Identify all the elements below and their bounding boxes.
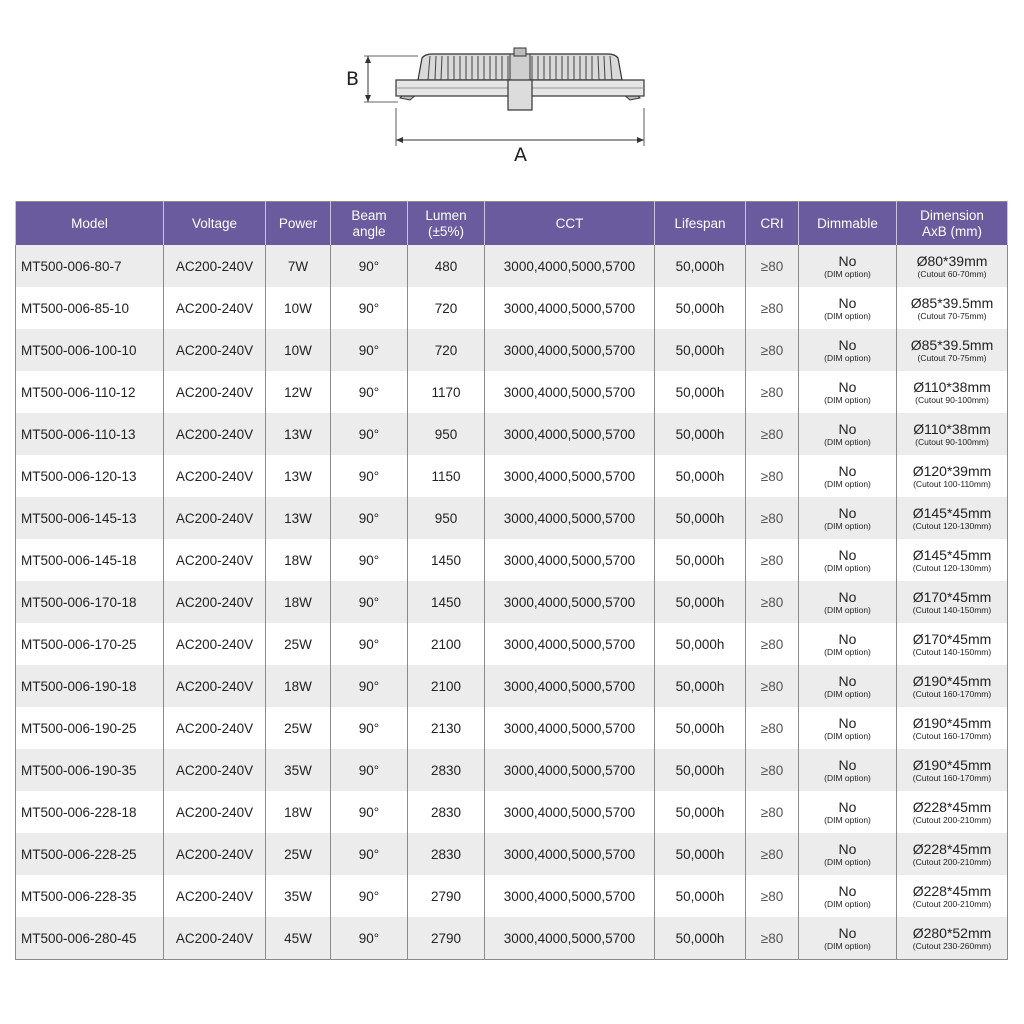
dimmable-cell bbox=[799, 539, 897, 581]
model-cell: MT500-006-110-13 bbox=[16, 413, 164, 455]
dim-option-note: (DIM option) bbox=[824, 562, 871, 573]
dimmable-value: No bbox=[838, 462, 857, 479]
cri-cell: ≥80 bbox=[746, 917, 799, 960]
cutout-note: (Cutout 200-210mm) bbox=[912, 814, 992, 825]
cri-cell: ≥80 bbox=[746, 875, 799, 917]
power-cell: 25W bbox=[266, 833, 331, 875]
beam-angle-cell: 90° bbox=[331, 875, 408, 917]
cct-cell: 3000,4000,5000,5700 bbox=[485, 455, 655, 497]
beam-angle-cell: 90° bbox=[331, 497, 408, 539]
table-row bbox=[16, 371, 1008, 413]
model-cell: MT500-006-190-18 bbox=[16, 665, 164, 707]
dimension-value: Ø170*45mm bbox=[912, 630, 992, 647]
cri-cell: ≥80 bbox=[746, 581, 799, 623]
lumen-cell: 720 bbox=[408, 329, 485, 371]
lifespan-cell: 50,000h bbox=[655, 665, 746, 707]
cri-cell: ≥80 bbox=[746, 455, 799, 497]
voltage-cell: AC200-240V bbox=[164, 497, 266, 539]
dimension-cell bbox=[897, 833, 1008, 875]
cct-cell: 3000,4000,5000,5700 bbox=[485, 287, 655, 329]
cct-cell: 3000,4000,5000,5700 bbox=[485, 497, 655, 539]
cct-cell: 3000,4000,5000,5700 bbox=[485, 665, 655, 707]
voltage-cell: AC200-240V bbox=[164, 665, 266, 707]
beam-angle-cell: 90° bbox=[331, 707, 408, 749]
cct-cell: 3000,4000,5000,5700 bbox=[485, 581, 655, 623]
cct-cell: 3000,4000,5000,5700 bbox=[485, 371, 655, 413]
column-header-line1: Lifespan bbox=[674, 215, 726, 231]
lifespan-cell: 50,000h bbox=[655, 623, 746, 665]
column-header-line1: Dimension bbox=[920, 207, 984, 223]
lumen-cell: 950 bbox=[408, 413, 485, 455]
lifespan-cell: 50,000h bbox=[655, 875, 746, 917]
beam-angle-cell: 90° bbox=[331, 329, 408, 371]
power-cell: 18W bbox=[266, 665, 331, 707]
lifespan-cell: 50,000h bbox=[655, 581, 746, 623]
dimmable-value: No bbox=[838, 882, 857, 899]
power-cell: 13W bbox=[266, 455, 331, 497]
lumen-cell: 1450 bbox=[408, 539, 485, 581]
cct-cell: 3000,4000,5000,5700 bbox=[485, 329, 655, 371]
dim-option-note: (DIM option) bbox=[824, 352, 871, 363]
model-cell: MT500-006-190-25 bbox=[16, 707, 164, 749]
dimension-cell bbox=[897, 539, 1008, 581]
table-row bbox=[16, 329, 1008, 371]
dim-option-note: (DIM option) bbox=[824, 898, 871, 909]
beam-angle-cell: 90° bbox=[331, 371, 408, 413]
dim-option-note: (DIM option) bbox=[824, 436, 871, 447]
dimmable-cell bbox=[799, 791, 897, 833]
table-row bbox=[16, 245, 1008, 287]
voltage-cell: AC200-240V bbox=[164, 917, 266, 960]
lifespan-cell: 50,000h bbox=[655, 539, 746, 581]
dim-option-note: (DIM option) bbox=[824, 772, 871, 783]
dimmable-value: No bbox=[838, 672, 857, 689]
lifespan-cell: 50,000h bbox=[655, 707, 746, 749]
dimension-value: Ø110*38mm bbox=[913, 420, 991, 437]
column-header-line1: Voltage bbox=[191, 215, 238, 231]
downlight-side-view bbox=[330, 40, 670, 180]
dimmable-value: No bbox=[838, 294, 857, 311]
model-cell: MT500-006-110-12 bbox=[16, 371, 164, 413]
table-row bbox=[16, 791, 1008, 833]
cutout-note: (Cutout 70-75mm) bbox=[917, 352, 987, 363]
lumen-cell: 1450 bbox=[408, 581, 485, 623]
dimmable-value: No bbox=[838, 420, 857, 437]
cri-cell: ≥80 bbox=[746, 245, 799, 287]
dim-option-note: (DIM option) bbox=[824, 730, 871, 741]
dimension-cell bbox=[897, 623, 1008, 665]
cct-cell: 3000,4000,5000,5700 bbox=[485, 245, 655, 287]
lumen-cell: 2100 bbox=[408, 665, 485, 707]
cutout-note: (Cutout 70-75mm) bbox=[917, 310, 987, 321]
dimmable-cell bbox=[799, 917, 897, 960]
power-cell: 7W bbox=[266, 245, 331, 287]
power-cell: 18W bbox=[266, 539, 331, 581]
dim-option-note: (DIM option) bbox=[824, 394, 871, 405]
dimension-value: Ø120*39mm bbox=[912, 462, 992, 479]
voltage-cell: AC200-240V bbox=[164, 371, 266, 413]
beam-angle-cell: 90° bbox=[331, 665, 408, 707]
column-header-line1: Model bbox=[71, 215, 108, 231]
lumen-cell: 480 bbox=[408, 245, 485, 287]
column-header-line1: Lumen bbox=[425, 207, 467, 223]
cri-cell: ≥80 bbox=[746, 749, 799, 791]
table-header-row bbox=[16, 202, 1008, 246]
column-header bbox=[485, 202, 655, 246]
dim-option-note: (DIM option) bbox=[824, 604, 871, 615]
power-cell: 25W bbox=[266, 707, 331, 749]
table-row bbox=[16, 497, 1008, 539]
dimmable-value: No bbox=[838, 336, 857, 353]
cutout-note: (Cutout 140-150mm) bbox=[912, 604, 992, 615]
cri-cell: ≥80 bbox=[746, 371, 799, 413]
dimension-value: Ø80*39mm bbox=[916, 252, 988, 269]
cutout-note: (Cutout 160-170mm) bbox=[912, 688, 992, 699]
dimmable-cell bbox=[799, 413, 897, 455]
cutout-note: (Cutout 200-210mm) bbox=[912, 856, 992, 867]
dimension-cell bbox=[897, 917, 1008, 960]
dimmable-cell bbox=[799, 665, 897, 707]
column-header bbox=[897, 202, 1008, 246]
dimmable-value: No bbox=[838, 546, 857, 563]
specification-table bbox=[15, 201, 1008, 960]
dimmable-value: No bbox=[838, 504, 857, 521]
dim-option-note: (DIM option) bbox=[824, 646, 871, 657]
power-cell: 45W bbox=[266, 917, 331, 960]
voltage-cell: AC200-240V bbox=[164, 455, 266, 497]
cct-cell: 3000,4000,5000,5700 bbox=[485, 791, 655, 833]
table-row bbox=[16, 539, 1008, 581]
dim-option-note: (DIM option) bbox=[824, 688, 871, 699]
dim-option-note: (DIM option) bbox=[824, 520, 871, 531]
dimension-cell bbox=[897, 749, 1008, 791]
dimmable-cell bbox=[799, 749, 897, 791]
power-cell: 18W bbox=[266, 581, 331, 623]
column-header-line1: Power bbox=[278, 215, 318, 231]
voltage-cell: AC200-240V bbox=[164, 539, 266, 581]
cct-cell: 3000,4000,5000,5700 bbox=[485, 413, 655, 455]
column-header bbox=[266, 202, 331, 246]
dimmable-cell bbox=[799, 497, 897, 539]
dimmable-value: No bbox=[838, 756, 857, 773]
dimension-cell bbox=[897, 329, 1008, 371]
dimmable-cell bbox=[799, 623, 897, 665]
dimension-value: Ø280*52mm bbox=[912, 924, 992, 941]
voltage-cell: AC200-240V bbox=[164, 287, 266, 329]
column-header bbox=[16, 202, 164, 246]
beam-angle-cell: 90° bbox=[331, 455, 408, 497]
model-cell: MT500-006-228-25 bbox=[16, 833, 164, 875]
dimension-value: Ø190*45mm bbox=[912, 714, 992, 731]
beam-angle-cell: 90° bbox=[331, 791, 408, 833]
lumen-cell: 2100 bbox=[408, 623, 485, 665]
product-dimension-drawing bbox=[330, 40, 670, 180]
cri-cell: ≥80 bbox=[746, 707, 799, 749]
dimension-value: Ø190*45mm bbox=[912, 672, 992, 689]
dimmable-value: No bbox=[838, 714, 857, 731]
lumen-cell: 720 bbox=[408, 287, 485, 329]
model-cell: MT500-006-80-7 bbox=[16, 245, 164, 287]
dimmable-cell bbox=[799, 329, 897, 371]
dimmable-value: No bbox=[838, 798, 857, 815]
dimmable-cell bbox=[799, 245, 897, 287]
dimension-cell bbox=[897, 497, 1008, 539]
lumen-cell: 2830 bbox=[408, 833, 485, 875]
dimmable-cell bbox=[799, 581, 897, 623]
table-body bbox=[16, 245, 1008, 960]
lumen-cell: 2790 bbox=[408, 917, 485, 960]
dimmable-cell bbox=[799, 707, 897, 749]
dimension-value: Ø85*39.5mm bbox=[910, 336, 994, 353]
dimension-cell bbox=[897, 875, 1008, 917]
voltage-cell: AC200-240V bbox=[164, 329, 266, 371]
cct-cell: 3000,4000,5000,5700 bbox=[485, 539, 655, 581]
voltage-cell: AC200-240V bbox=[164, 791, 266, 833]
power-cell: 10W bbox=[266, 329, 331, 371]
cct-cell: 3000,4000,5000,5700 bbox=[485, 707, 655, 749]
cri-cell: ≥80 bbox=[746, 665, 799, 707]
model-cell: MT500-006-228-18 bbox=[16, 791, 164, 833]
dimension-cell bbox=[897, 413, 1008, 455]
cri-cell: ≥80 bbox=[746, 287, 799, 329]
column-header-line1: Beam bbox=[351, 207, 387, 223]
lifespan-cell: 50,000h bbox=[655, 791, 746, 833]
power-cell: 10W bbox=[266, 287, 331, 329]
cct-cell: 3000,4000,5000,5700 bbox=[485, 749, 655, 791]
column-header bbox=[164, 202, 266, 246]
dimmable-cell bbox=[799, 287, 897, 329]
table-row bbox=[16, 581, 1008, 623]
dimension-cell bbox=[897, 455, 1008, 497]
cri-cell: ≥80 bbox=[746, 833, 799, 875]
cutout-note: (Cutout 90-100mm) bbox=[915, 436, 989, 447]
lifespan-cell: 50,000h bbox=[655, 749, 746, 791]
lifespan-cell: 50,000h bbox=[655, 455, 746, 497]
cct-cell: 3000,4000,5000,5700 bbox=[485, 875, 655, 917]
dimension-value: Ø170*45mm bbox=[912, 588, 992, 605]
dimension-value: Ø110*38mm bbox=[913, 378, 991, 395]
model-cell: MT500-006-100-10 bbox=[16, 329, 164, 371]
dimension-value: Ø228*45mm bbox=[912, 798, 992, 815]
dimension-cell bbox=[897, 707, 1008, 749]
voltage-cell: AC200-240V bbox=[164, 581, 266, 623]
dimension-value: Ø85*39.5mm bbox=[910, 294, 994, 311]
dimension-value: Ø190*45mm bbox=[912, 756, 992, 773]
cutout-note: (Cutout 140-150mm) bbox=[912, 646, 992, 657]
cutout-note: (Cutout 120-130mm) bbox=[912, 520, 992, 531]
power-cell: 13W bbox=[266, 413, 331, 455]
dim-option-note: (DIM option) bbox=[824, 268, 871, 279]
dimension-label-a: A bbox=[514, 144, 527, 166]
dimmable-cell bbox=[799, 875, 897, 917]
cri-cell: ≥80 bbox=[746, 413, 799, 455]
column-header-line1: Dimmable bbox=[817, 215, 878, 231]
table-row bbox=[16, 917, 1008, 960]
table-row bbox=[16, 287, 1008, 329]
cri-cell: ≥80 bbox=[746, 623, 799, 665]
lifespan-cell: 50,000h bbox=[655, 833, 746, 875]
beam-angle-cell: 90° bbox=[331, 287, 408, 329]
dimmable-cell bbox=[799, 371, 897, 413]
voltage-cell: AC200-240V bbox=[164, 833, 266, 875]
column-header bbox=[331, 202, 408, 246]
power-cell: 13W bbox=[266, 497, 331, 539]
dimension-label-b: B bbox=[346, 68, 360, 90]
beam-angle-cell: 90° bbox=[331, 245, 408, 287]
voltage-cell: AC200-240V bbox=[164, 623, 266, 665]
dimmable-value: No bbox=[838, 588, 857, 605]
lifespan-cell: 50,000h bbox=[655, 287, 746, 329]
model-cell: MT500-006-228-35 bbox=[16, 875, 164, 917]
cutout-note: (Cutout 160-170mm) bbox=[912, 730, 992, 741]
dimension-cell bbox=[897, 791, 1008, 833]
beam-angle-cell: 90° bbox=[331, 833, 408, 875]
cct-cell: 3000,4000,5000,5700 bbox=[485, 623, 655, 665]
cutout-note: (Cutout 120-130mm) bbox=[912, 562, 992, 573]
lifespan-cell: 50,000h bbox=[655, 371, 746, 413]
lumen-cell: 2830 bbox=[408, 791, 485, 833]
power-cell: 12W bbox=[266, 371, 331, 413]
lifespan-cell: 50,000h bbox=[655, 329, 746, 371]
dimension-cell bbox=[897, 665, 1008, 707]
dimmable-value: No bbox=[838, 924, 857, 941]
beam-angle-cell: 90° bbox=[331, 623, 408, 665]
beam-angle-cell: 90° bbox=[331, 749, 408, 791]
dim-option-note: (DIM option) bbox=[824, 478, 871, 489]
model-cell: MT500-006-145-18 bbox=[16, 539, 164, 581]
column-header bbox=[799, 202, 897, 246]
table-row bbox=[16, 875, 1008, 917]
lifespan-cell: 50,000h bbox=[655, 917, 746, 960]
dimmable-cell bbox=[799, 455, 897, 497]
table-row bbox=[16, 749, 1008, 791]
lumen-cell: 2830 bbox=[408, 749, 485, 791]
cct-cell: 3000,4000,5000,5700 bbox=[485, 833, 655, 875]
voltage-cell: AC200-240V bbox=[164, 245, 266, 287]
voltage-cell: AC200-240V bbox=[164, 413, 266, 455]
model-cell: MT500-006-120-13 bbox=[16, 455, 164, 497]
cutout-note: (Cutout 60-70mm) bbox=[917, 268, 987, 279]
table-row bbox=[16, 455, 1008, 497]
dim-option-note: (DIM option) bbox=[824, 814, 871, 825]
dimension-value: Ø145*45mm bbox=[912, 546, 992, 563]
dimension-cell bbox=[897, 581, 1008, 623]
cct-cell: 3000,4000,5000,5700 bbox=[485, 917, 655, 960]
voltage-cell: AC200-240V bbox=[164, 875, 266, 917]
power-cell: 35W bbox=[266, 749, 331, 791]
column-header-line1: CRI bbox=[760, 215, 784, 231]
cutout-note: (Cutout 90-100mm) bbox=[915, 394, 989, 405]
lifespan-cell: 50,000h bbox=[655, 245, 746, 287]
voltage-cell: AC200-240V bbox=[164, 707, 266, 749]
dimmable-value: No bbox=[838, 840, 857, 857]
column-header-line1: CCT bbox=[555, 215, 584, 231]
cutout-note: (Cutout 230-260mm) bbox=[912, 940, 992, 951]
cutout-note: (Cutout 200-210mm) bbox=[912, 898, 992, 909]
dimension-value: Ø228*45mm bbox=[912, 882, 992, 899]
dimension-value: Ø145*45mm bbox=[912, 504, 992, 521]
beam-angle-cell: 90° bbox=[331, 539, 408, 581]
beam-angle-cell: 90° bbox=[331, 917, 408, 960]
column-header bbox=[408, 202, 485, 246]
lifespan-cell: 50,000h bbox=[655, 497, 746, 539]
dimension-cell bbox=[897, 371, 1008, 413]
column-header-line2: angle bbox=[352, 223, 386, 239]
dimension-cell bbox=[897, 287, 1008, 329]
cutout-note: (Cutout 160-170mm) bbox=[912, 772, 992, 783]
power-cell: 18W bbox=[266, 791, 331, 833]
column-header-line2: AxB (mm) bbox=[922, 223, 982, 239]
model-cell: MT500-006-170-25 bbox=[16, 623, 164, 665]
dimmable-value: No bbox=[838, 378, 857, 395]
column-header bbox=[655, 202, 746, 246]
table-row bbox=[16, 665, 1008, 707]
lumen-cell: 950 bbox=[408, 497, 485, 539]
lifespan-cell: 50,000h bbox=[655, 413, 746, 455]
beam-angle-cell: 90° bbox=[331, 581, 408, 623]
model-cell: MT500-006-170-18 bbox=[16, 581, 164, 623]
lumen-cell: 1150 bbox=[408, 455, 485, 497]
cri-cell: ≥80 bbox=[746, 791, 799, 833]
beam-angle-cell: 90° bbox=[331, 413, 408, 455]
dimmable-value: No bbox=[838, 252, 857, 269]
model-cell: MT500-006-145-13 bbox=[16, 497, 164, 539]
voltage-cell: AC200-240V bbox=[164, 749, 266, 791]
lumen-cell: 1170 bbox=[408, 371, 485, 413]
lumen-cell: 2130 bbox=[408, 707, 485, 749]
table-row bbox=[16, 707, 1008, 749]
model-cell: MT500-006-85-10 bbox=[16, 287, 164, 329]
dim-option-note: (DIM option) bbox=[824, 310, 871, 321]
dimension-value: Ø228*45mm bbox=[912, 840, 992, 857]
model-cell: MT500-006-190-35 bbox=[16, 749, 164, 791]
dimension-cell bbox=[897, 245, 1008, 287]
dimmable-value: No bbox=[838, 630, 857, 647]
dim-option-note: (DIM option) bbox=[824, 940, 871, 951]
column-header bbox=[746, 202, 799, 246]
table-row bbox=[16, 833, 1008, 875]
table-row bbox=[16, 413, 1008, 455]
cri-cell: ≥80 bbox=[746, 539, 799, 581]
dimmable-cell bbox=[799, 833, 897, 875]
table-row bbox=[16, 623, 1008, 665]
cri-cell: ≥80 bbox=[746, 329, 799, 371]
cutout-note: (Cutout 100-110mm) bbox=[913, 478, 991, 489]
power-cell: 35W bbox=[266, 875, 331, 917]
power-cell: 25W bbox=[266, 623, 331, 665]
cri-cell: ≥80 bbox=[746, 497, 799, 539]
model-cell: MT500-006-280-45 bbox=[16, 917, 164, 960]
column-header-line2: (±5%) bbox=[428, 223, 464, 239]
lumen-cell: 2790 bbox=[408, 875, 485, 917]
dim-option-note: (DIM option) bbox=[824, 856, 871, 867]
